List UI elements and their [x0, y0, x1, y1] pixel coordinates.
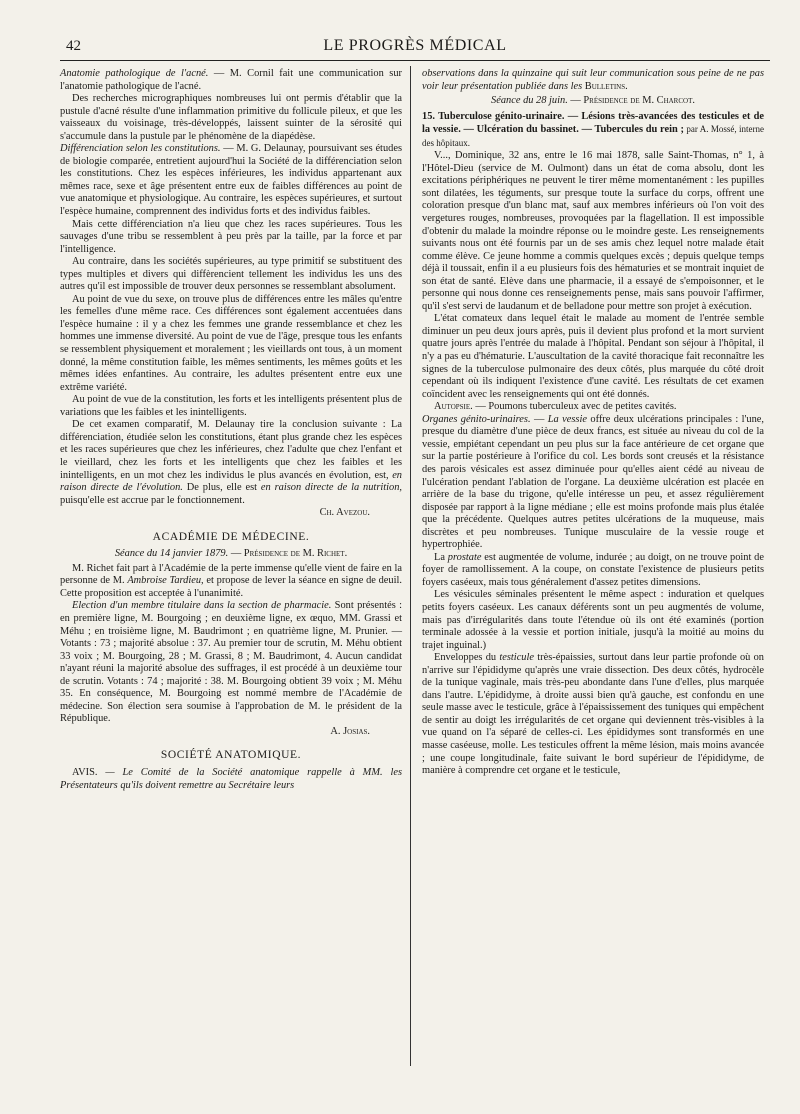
richet-paragraph: M. Richet fait part à l'Académie de la perte immense qu'elle vient de faire en la personne de M. Ambroise Tardieu, et propose de lever la séance en signe de deuil. Cette proposition est acceptée à l'unanimité. — [60, 562, 402, 599]
races-paragraph: Mais cette différenciation n'a lieu que chez les races supérieures. Tous les sauvages d'une tribu se ressemblent à peu près par la taille, par la force et par l'intelligence. — [60, 218, 402, 255]
anatomique-heading: SOCIÉTÉ ANATOMIQUE. — [160, 749, 302, 762]
organes-paragraph: Organes génito-urinaires. — La vessie offre deux ulcérations principales : l'une, presque du diamètre d'une pièce de deux francs, est située au niveau du col de la vessie, empiétant cependant un peu plus sur la face antérieure de cet organe que sur la partie postérieure à l'orifice du col. Les bords sont creusés et la résistance des parois vésicales est assez diminuée pour qu'elles aient cédé au niveau de l'ulcération pendant l'ablation de l'organe. La deuxième ulcération est placée en arrière de la base du trigone, qu'elle intéresse un peu, et assez régulièrement disposée par rapport à la ligne médiane ; elle est moins profonde mais plus étalée que la précédente. Quelques autres petites ulcérations de la muqueuse, mais discrètes et peu nombreuses. Tunique musculaire de la vessie rouge et hypertrophiée. — [422, 413, 765, 551]
autopsie-paragraph: Autopsie. — Poumons tuberculeux avec de petites cavités. — [434, 401, 677, 413]
signature-avezou: Ch. Avezou. — [319, 507, 370, 519]
page-header — [60, 34, 770, 58]
societes-paragraph: Au contraire, dans les sociétés supérieures, au type primitif se substituent des types multiples et divers qui diffèrencient tellement les individus les uns des autres qu'il est impossible de trouver deux personnes se ressemblant absolument. — [60, 256, 402, 293]
differenciation-paragraph: Différenciation selon les constitutions. — M. G. Delaunay, poursuivant ses études de biologie comparée, entretient aujourd'hui la Société de la différenciation selon les constitutions. Chez les espèces inférieures, les individus appartenant aux mêmes race, sexe et âge présentent entre eux de faibles différences au point de vue anatomique et physiologique. Au contraire, les espèces supérieures, et surtout l'espèce humaine, comprennent des individus forts et des individus faibles. — [60, 143, 402, 218]
acne-paragraph: Anatomie pathologique de l'acné. — M. Cornil fait une communication sur l'anatomie pathologique de l'acné. — [60, 68, 402, 92]
conclusion-paragraph: De cet examen comparatif, M. Delaunay tire la conclusion suivante : La différenciation, étudiée selon les constitutions, étant plus grande chez les espèces et les races supérieures que chez les inférieures, chez l'adulte que chez l'enfant et le vieillard, chez les forts et les intelligents que chez les faibles et les inintelligents, en un mot chez les individus le plus avancés en évolution, est, en raison directe de l'évolution. De plus, elle est en raison directe de la nutrition, puisqu'elle est accrue par le fonctionnement. — [60, 419, 403, 506]
column-divider — [410, 66, 411, 1066]
academie-session: Séance du 14 janvier 1879. — Présidence de M. Richet. — [114, 548, 348, 560]
academie-heading: ACADÉMIE DE MÉDECINE. — [152, 530, 310, 543]
constitution-paragraph: Au point de vue de la constitution, les forts et les intelligents présentent plus de variations que les faibles et les inintelligents. — [60, 394, 402, 418]
vesicules-paragraph: Les vésicules séminales présentent le même aspect : induration et quelques petits foyers caséeux. Les canaux déférents sont un peu augmentés de volume, mais pas d'irrégularités dans toute l'étendue où ils ont été examinés (portion terminale adossée à la vessie et portion initiale, jusqu'à la moitié au moins du trajet inguinal.) — [422, 589, 764, 651]
testicule-paragraph: Enveloppes du testicule très-épaissies, surtout dans leur partie profonde où on n'arrive sur l'épididyme qu'après une vraie dissection. Des deux côtés, hydrocèle de la tunique vaginale, mais très-peu abondante dans l'une d'elles, plus marquée dans l'autre. L'épididyme, à droite aussi bien qu'à gauche, est confondu en une seule masse avec le testicule, grâce à l'épaississement des tuniques qui empêchent de sentir au doigt les irrégularités de cet organe qui deviennent très-visibles à la vue quand on l'a séparé de celles-ci. Les épididymes sont transformés en une masse caséeuse, molle. Les testicules offrent la même lésion, mais moins avancée ; une coupe longitudinale, faite suivant le bord supérieur de l'épididyme, de manière à comprendre cet organe et le testicule, — [422, 652, 764, 777]
right-column — [422, 68, 764, 778]
election-paragraph: Election d'un membre titulaire dans la section de pharmacie. Sont présentés : en première ligne, M. Bourgoing ; en deuxième ligne, ex œquo, MM. Grassi et Méhu ; en troisième ligne, M. Baudrimont ; en quatrième ligne, M. Prunier. — Votants : 73 ; majorité absolue : 37. Au premier tour de scrutin, M. Méhu obtient 33 voix ; M. Bourgoing, 28 ; M. Grassi, 8 ; M. Baudrimont, 4. Aucun candidat n'ayant réuni la majorité absolue des suffrages, il est procédé à un deuxième tour de scrutin. Votants : 74 ; majorité : 38. M. Bourgoing obtient 39 voix ; M. Méhu 35. En conséquence, M. Bourgoing est nommé membre de l'Académie de médecine. Son élection sera soumise à l'approbation de M. le président de la République. — [60, 600, 402, 725]
coma-paragraph: L'état comateux dans lequel était le malade au moment de l'entrée semble diminuer un peu deux jours après, puis il devient plus profond et la mort survient quatre jours après l'entrée du malade à l'hôpital. Pendant son séjour à l'hôpital, il n'y a pas eu d'hématurie. L'auscultation de la cavité thoracique fait reconnaître les signes de la tuberculose pulmonaire des deux côtés, plus marquée du côté droit cependant où ils indiquent l'existence d'une cavité. Les résultats de cet examen coïncident avec les renseignements qui ont été donnés. — [422, 313, 764, 400]
avis-continuation: observations dans la quinzaine qui suit leur communication sous peine de ne pas voir leur présentation publiée dans les Bulletins. — [422, 68, 764, 92]
case-history-paragraph: V..., Dominique, 32 ans, entre le 16 mai 1878, salle Saint-Thomas, n° 1, à l'Hôtel-Dieu (service de M. Oulmont) dans un état de coma absolu, dont les excitations périphériques ne peuvent le tirer même momentanément : les pupilles sont dilatées, les téguments, sur presque toute la surface du corps, offrent une coloration presque d'un blanc mat, sauf aux membres inférieurs où l'on voit des vergetures rouges, nombreuses, provoquées par la flagellation. Il est impossible d'obtenir du malade la moindre réponse ou le moindre geste. Les renseignements suivants nous ont été fournis par un de ses amis chez lequel notre malade était comme élève. Ce jeune homme a commis quelques excès ; depuis quelque temps déjà il toussait, enfin il a eu plusieurs fois des hématuries et se montrait inquiet de son état de santé. Elève dans une pharmacie, il a essayé de s'empoisonner, et le personne qui nous donne ces renseignements pense, mais sans pouvoir l'affirmer, qu'il s'est servi de laudanum et de belladone pour mettre son projet à exécution. — [422, 150, 764, 312]
avis-paragraph: AVIS. — Le Comité de la Société anatomique rappelle à MM. les Présentateurs qu'ils doivent remettre au Secrétaire leurs — [60, 766, 402, 791]
acne-paragraph-2: Des recherches micrographiques nombreuses lui ont permis d'établir que la pustule d'acné résulte d'une inflammation primitive du follicule pileux, et que les vaisseaux du voisinage, très-développés, laissent suinter de la sérosité qui s'accumule dans la pustule par le phénomène de la diapédèse. — [60, 93, 402, 142]
signature-josias: A. Josias. — [330, 725, 370, 737]
page-number: 42 — [66, 38, 81, 54]
case-title: 15. Tuberculose génito-urinaire. — Lésions très-avancées des testicules et de la vessie. — Ulcération du bassinet. — Tubercules du rein ; par A. Mossé, interne des hôpitaux. — [422, 110, 765, 148]
prostate-paragraph: La prostate est augmentée de volume, indurée ; au doigt, on ne trouve point de foyer de ramollissement. A la coupe, on constate l'existence de plusieurs petits foyers caséeux, mais tous généralement d'assez petites dimensions. — [422, 551, 764, 588]
journal-title: LE PROGRÈS MÉDICAL — [323, 37, 507, 54]
header-rule — [60, 60, 770, 61]
societe-session: Séance du 28 juin. — Présidence de M. Charcot. — [491, 95, 695, 107]
left-column — [60, 68, 402, 792]
sexe-paragraph: Au point de vue du sexe, on trouve plus de différences entre les mâles qu'entre les femelles d'une même race. Ces différences sont également accentuées dans l'espèce humaine : il y a chez les femmes une grande ressemblance et chez les hommes une immense diversité. Au point de vue de l'âge, presque tous les enfants se ressemblent physiquement et moralement ; les vieillards ont tous, à un moment donné, la même constitution faible, les mêmes sentiments, les mêmes goûts et les mêmes idées enfantines. Au contraire, les adultes présentent entre eux une extrême variété. — [60, 293, 402, 393]
